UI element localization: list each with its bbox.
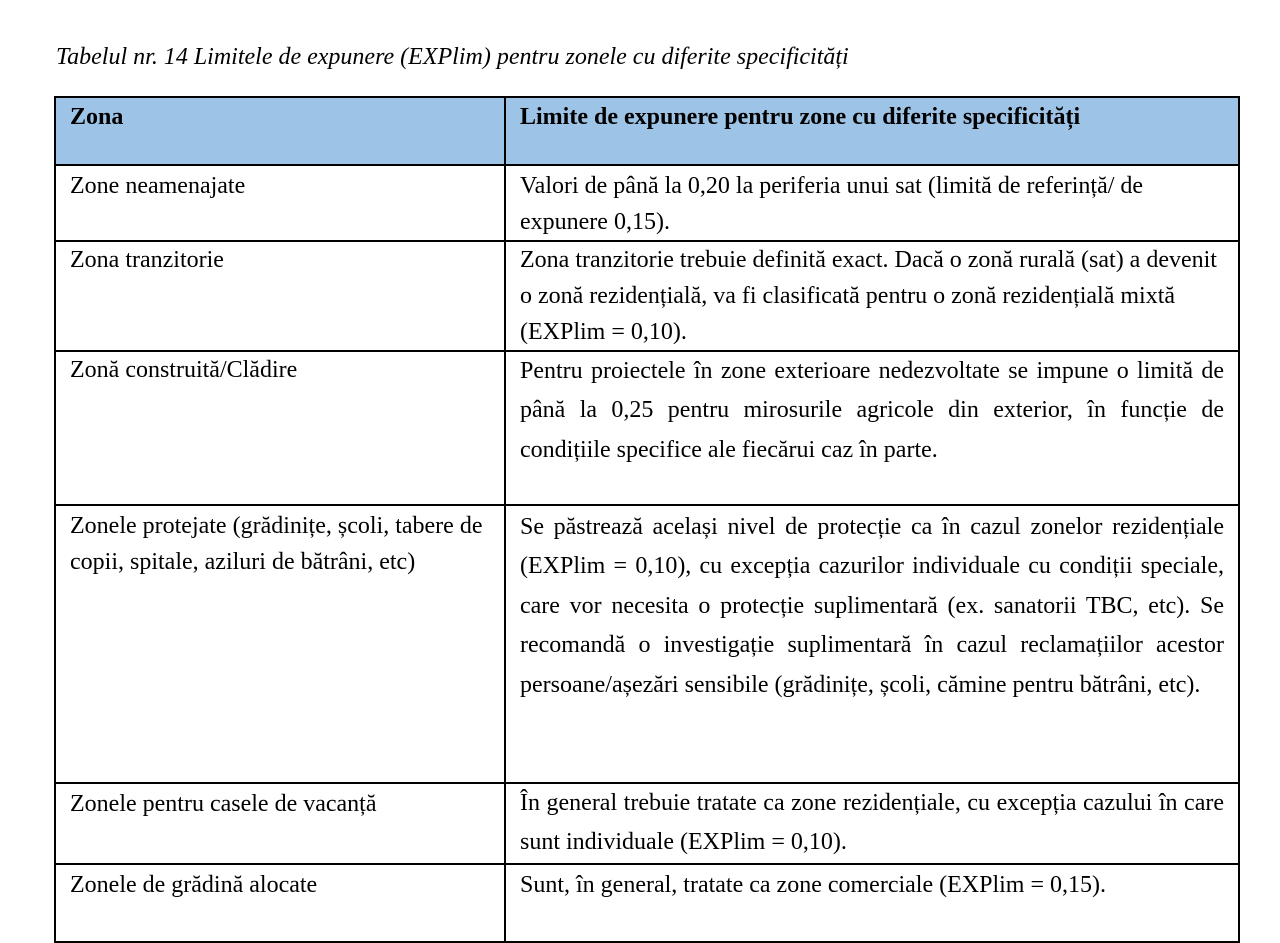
limit-cell: Valori de până la 0,20 la periferia unui sat (limită de referință/ de expunere 0,15).	[505, 165, 1239, 241]
header-limits: Limite de expunere pentru zone cu diferite specificități	[505, 97, 1239, 165]
table-caption: Tabelul nr. 14 Limitele de expunere (EXPlim) pentru zonele cu diferite specificități	[56, 44, 849, 70]
limit-cell: Pentru proiectele în zone exterioare nedezvoltate se impune o limită de până la 0,25 pentru mirosurile agricole din exterior, în funcție de condițiile specifice ale fiecărui caz în parte.	[505, 351, 1239, 505]
exposure-limits-table	[54, 96, 1240, 943]
header-zone: Zona	[55, 97, 505, 165]
zone-cell: Zonă construită/Clădire	[55, 351, 505, 505]
table-row	[55, 241, 1239, 351]
limit-cell: Sunt, în general, tratate ca zone comerciale (EXPlim = 0,15).	[505, 864, 1239, 942]
limit-cell: În general trebuie tratate ca zone rezidențiale, cu excepția cazului în care sunt individuale (EXPlim = 0,10).	[505, 783, 1239, 864]
table-row	[55, 783, 1239, 864]
limit-cell: Se păstrează același nivel de protecție ca în cazul zonelor rezidențiale (EXPlim = 0,10), cu excepția cazurilor individuale cu condiții speciale, care vor necesita o protecție suplimentară (ex. sanatorii TBC, etc). Se recomandă o investigație suplimentară în cazul reclamațiilor acestor persoane/așezări sensibile (grădinițe, școli, cămine pentru bătrâni, etc).	[505, 505, 1239, 783]
table-row	[55, 351, 1239, 505]
zone-cell: Zonele protejate (grădinițe, școli, tabere de copii, spitale, aziluri de bătrâni, etc)	[55, 505, 505, 783]
zone-cell: Zona tranzitorie	[55, 241, 505, 351]
table-row	[55, 505, 1239, 783]
table-row	[55, 165, 1239, 241]
table-row	[55, 864, 1239, 942]
table-header-row	[55, 97, 1239, 165]
zone-cell: Zonele pentru casele de vacanță	[55, 783, 505, 864]
limit-cell: Zona tranzitorie trebuie definită exact. Dacă o zonă rurală (sat) a devenit o zonă rezidențială, va fi clasificată pentru o zonă rezidențială mixtă (EXPlim = 0,10).	[505, 241, 1239, 351]
zone-cell: Zonele de grădină alocate	[55, 864, 505, 942]
zone-cell: Zone neamenajate	[55, 165, 505, 241]
